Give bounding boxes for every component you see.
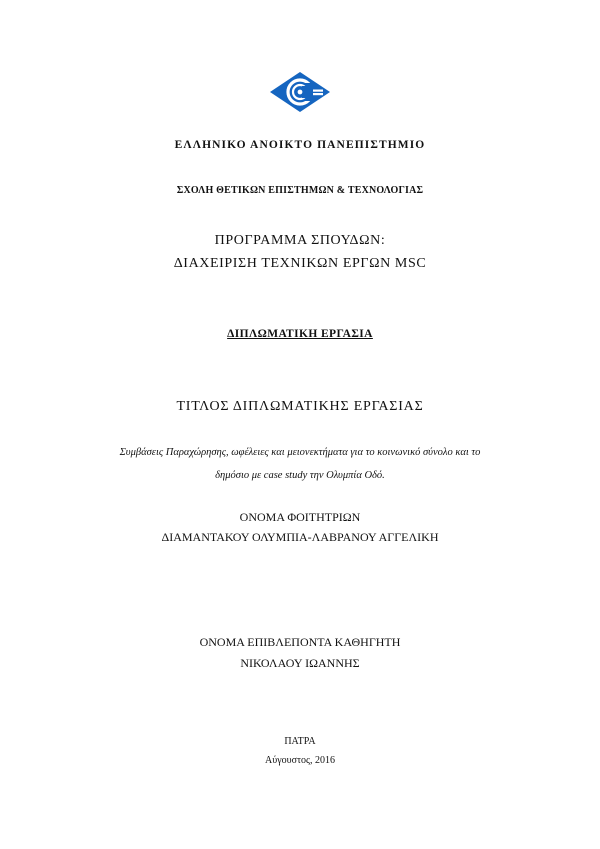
university-name: ΕΛΛΗΝΙΚΟ ΑΝΟΙΚΤΟ ΠΑΝΕΠΙΣΤΗΜΙΟ xyxy=(174,139,426,151)
supervisor-name: ΝΙΚΟΛΑΟΥ ΙΩΑΝΝΗΣ xyxy=(240,656,360,670)
school-name: ΣΧΟΛΗ ΘΕΤΙΚΩΝ ΕΠΙΣΤΗΜΩΝ & ΤΕΧΝΟΛΟΓΙΑΣ xyxy=(176,185,424,196)
program-name: ΔΙΑΧΕΙΡΙΣΗ ΤΕΧΝΙΚΩΝ ΕΡΓΩΝ MSC xyxy=(173,256,427,271)
students-heading: ΟΝΟΜΑ ΦΟΙΤΗΤΡΙΩΝ xyxy=(239,510,361,524)
university-logo-icon xyxy=(269,71,331,113)
supervisor-heading: ΟΝΟΜΑ ΕΠΙΒΛΕΠΟΝΤΑ ΚΑΘΗΓΗΤΗ xyxy=(199,635,401,649)
date: Αύγουστος, 2016 xyxy=(265,755,335,766)
students-names: ΔΙΑΜΑΝΤΑΚΟΥ ΟΛΥΜΠΙΑ-ΛΑΒΡΑΝΟΥ ΑΓΓΕΛΙΚΗ xyxy=(161,530,439,544)
city: ΠΑΤΡΑ xyxy=(284,736,316,747)
program-label: ΠΡΟΓΡΑΜΜΑ ΣΠΟΥΔΩΝ: xyxy=(214,233,386,248)
thesis-title-heading: ΤΙΤΛΟΣ ΔΙΠΛΩΜΑΤΙΚΗΣ ΕΡΓΑΣΙΑΣ xyxy=(176,399,424,414)
thesis-title-line-1: Συμβάσεις Παραχώρησης, ωφέλειες και μειονεκτήματα για το κοινωνικό σύνολο και το xyxy=(119,447,481,458)
thesis-title-line-2: δημόσιο με case study την Ολυμπία Οδό. xyxy=(215,470,385,481)
thesis-label: ΔΙΠΛΩΜΑΤΙΚΗ ΕΡΓΑΣΙΑ xyxy=(227,328,373,340)
